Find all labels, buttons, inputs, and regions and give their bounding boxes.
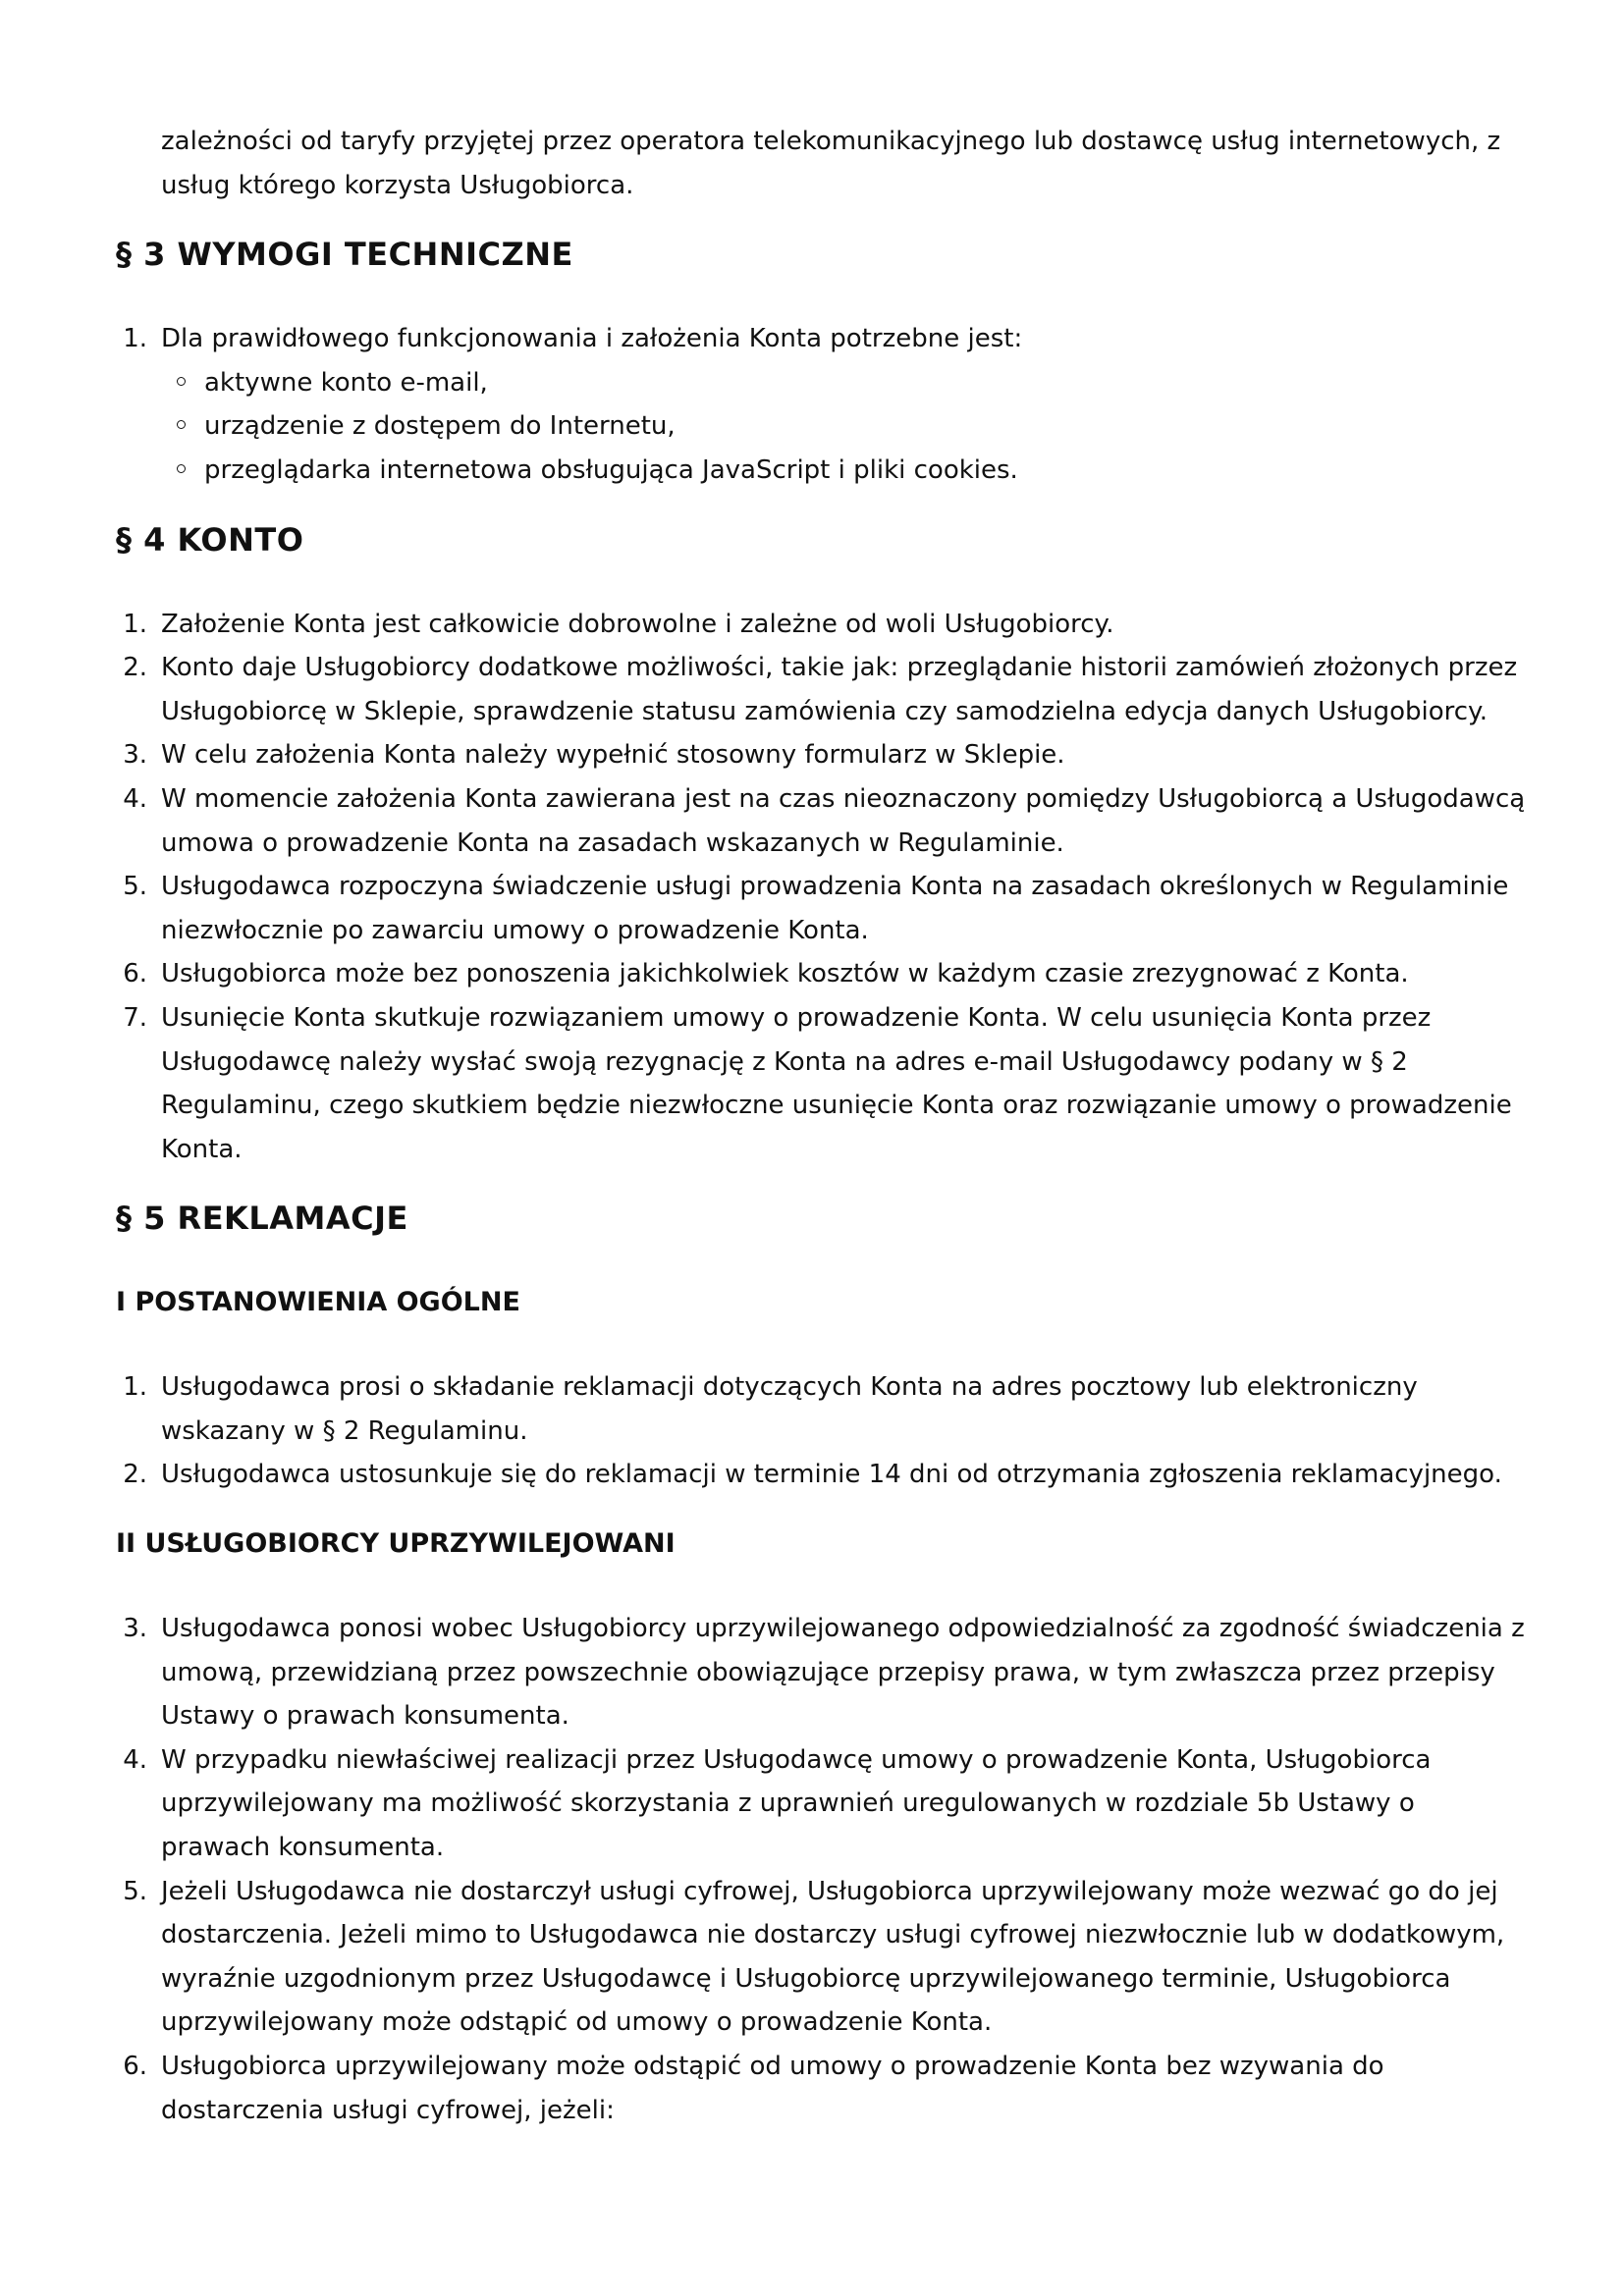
list-item-number: 5. [123, 1876, 147, 1906]
list-item [116, 2045, 1530, 2132]
circle-bullet-icon [177, 420, 186, 429]
list-item [116, 996, 1530, 1171]
list-item [116, 733, 1530, 777]
list-item-text: Usługodawca ustosunkuje się do reklamacji w terminie 14 dni od otrzymania zgłoszenia reklamacyjnego. [161, 1460, 1502, 1490]
list-item-number: 4. [123, 1744, 147, 1775]
list-item [116, 1738, 1530, 1870]
sub-list-item [161, 361, 1530, 405]
list-item-text: Konto daje Usługobiorcy dodatkowe możliwości, takie jak: przeglądanie historii zamówień złożonych przez Usługobiorcę w Sklepie, sprawdzenie statusu zamówienia czy samodzielna edycja danych Usługobiorcy. [161, 653, 1518, 726]
intro-continuation: zależności od taryfy przyjętej przez operatora telekomunikacyjnego lub dostawcę usług internetowych, z usług którego korzysta Usługobiorca. [161, 127, 1501, 200]
list-item-number: 7. [123, 1002, 147, 1033]
list-item-text: Jeżeli Usługodawca nie dostarczył usługi cyfrowej, Usługobiorca uprzywilejowany może wezwać go do jej dostarczenia. Jeżeli mimo to Usługodawca nie dostarczy usługi cyfrowej niezwłocznie lub w dodatkowym, wyraźnie uzgodnionym przez Usługodawcę i Usługobiorcę uprzywilejowanego terminie, Usługobiorca uprzywilejowany może odstąpić od umowy o prowadzenie Konta. [161, 1876, 1505, 2038]
list-item [116, 646, 1530, 733]
section-5-part-2-heading: II USŁUGOBIORCY UPRZYWILEJOWANI [116, 1528, 676, 1560]
section-5-heading: § 5 REKLAMACJE [116, 1200, 408, 1238]
list-item-text: Założenie Konta jest całkowicie dobrowolne i zależne od woli Usługobiorcy. [161, 609, 1114, 639]
list-item [116, 1607, 1530, 1738]
list-item-text: W momencie założenia Konta zawierana jest na czas nieoznaczony pomiędzy Usługobiorcą a Usługodawcą umowa o prowadzenie Konta na zasadach wskazanych w Regulaminie. [161, 783, 1526, 858]
list-item-text: Usługodawca rozpoczyna świadczenie usługi prowadzenia Konta na zasadach określonych w Regulaminie niezwłocznie po zawarciu umowy o prowadzenie Konta. [161, 872, 1509, 945]
section-5-part-2-list [116, 1607, 1530, 2132]
section-5-part-1-list [116, 1365, 1530, 1497]
list-item-number: 1. [123, 324, 147, 354]
sub-list-item [161, 404, 1530, 449]
list-item-number: 4. [123, 783, 147, 814]
sub-list [161, 361, 1530, 493]
list-item [116, 603, 1530, 647]
list-item-number: 6. [123, 959, 147, 989]
sub-list-item-text: urządzenie z dostępem do Internetu, [204, 411, 676, 442]
section-4-heading: § 4 KONTO [116, 520, 304, 559]
list-item [116, 317, 1530, 492]
sub-list-item-text: aktywne konto e-mail, [204, 367, 488, 398]
section-4-list [116, 603, 1530, 1172]
list-item [116, 1870, 1530, 2045]
list-item-text: W przypadku niewłaściwej realizacji przez Usługodawcę umowy o prowadzenie Konta, Usługobiorca uprzywilejowany ma możliwość skorzystania z uprawnień uregulowanych w rozdziale 5b Ustawy o prawach konsumenta. [161, 1744, 1432, 1863]
circle-bullet-icon [177, 464, 186, 473]
document-page [116, 120, 1530, 2132]
list-item-text: Usunięcie Konta skutkuje rozwiązaniem umowy o prowadzenie Konta. W celu usunięcia Konta przez Usługodawcę należy wysłać swoją rezygnację z Konta na adres e-mail Usługodawcy podany w § 2 Regulaminu, czego skutkiem będzie niezwłoczne usunięcie Konta oraz rozwiązanie umowy o prowadzenie Konta. [161, 1002, 1512, 1164]
section-5-part-1-heading: I POSTANOWIENIA OGÓLNE [116, 1287, 520, 1318]
list-item-number: 3. [123, 1614, 147, 1644]
list-item-number: 6. [123, 2052, 147, 2081]
list-item [116, 1453, 1530, 1497]
sub-list-item [161, 449, 1530, 493]
list-item-text: W celu założenia Konta należy wypełnić stosowny formularz w Sklepie. [161, 740, 1065, 771]
list-item-text: Usługobiorca może bez ponoszenia jakichkolwiek kosztów w każdym czasie zrezygnować z Konta. [161, 959, 1409, 989]
list-item [116, 865, 1530, 952]
list-item-number: 2. [123, 653, 147, 683]
circle-bullet-icon [177, 377, 186, 386]
section-3-list [116, 317, 1530, 492]
list-item-number: 2. [123, 1460, 147, 1490]
sub-list-item-text: przeglądarka internetowa obsługująca JavaScript i pliki cookies. [204, 454, 1018, 485]
list-item-number: 1. [123, 1372, 147, 1403]
list-item-number: 5. [123, 872, 147, 902]
list-item-text: Usługodawca prosi o składanie reklamacji dotyczących Konta na adres pocztowy lub elektroniczny wskazany w § 2 Regulaminu. [161, 1372, 1418, 1446]
list-item-number: 1. [123, 609, 147, 639]
list-item [116, 952, 1530, 996]
list-item-number: 3. [123, 740, 147, 771]
section-3-heading: § 3 WYMOGI TECHNICZNE [116, 236, 573, 274]
list-item [116, 1365, 1530, 1453]
list-item-text: Dla prawidłowego funkcjonowania i założenia Konta potrzebne jest: [161, 324, 1023, 354]
list-item-text: Usługobiorca uprzywilejowany może odstąpić od umowy o prowadzenie Konta bez wzywania do dostarczenia usługi cyfrowej, jeżeli: [161, 2052, 1384, 2125]
list-item-text: Usługodawca ponosi wobec Usługobiorcy uprzywilejowanego odpowiedzialność za zgodność świadczenia z umową, przewidzianą przez powszechnie obowiązujące przepisy prawa, w tym zwłaszcza przez przepisy Ustawy o prawach konsumenta. [161, 1614, 1525, 1732]
list-item [116, 777, 1530, 865]
